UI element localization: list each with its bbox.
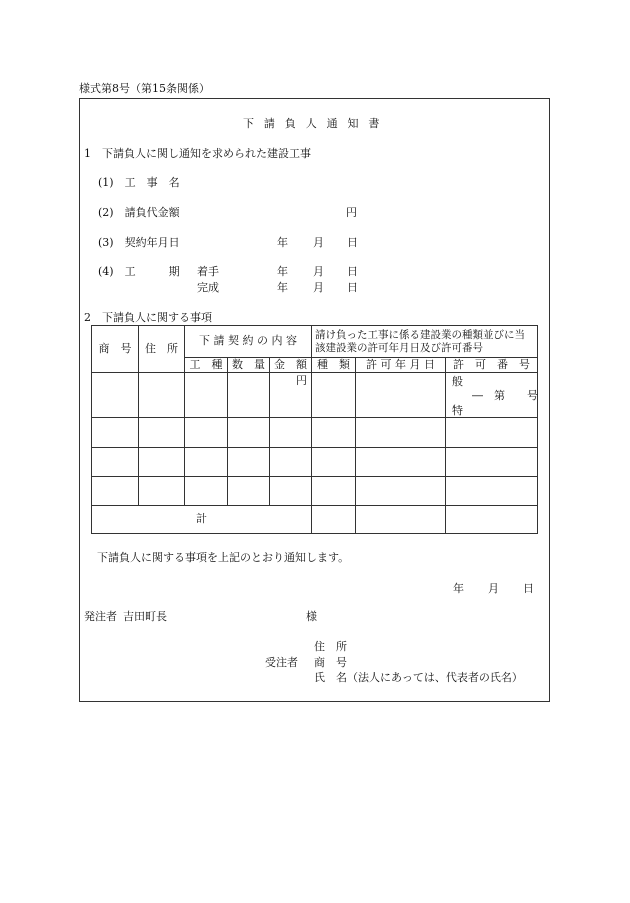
section2-heading: 2 下請負人に関する事項	[84, 311, 212, 324]
contractor-trade-name-label: 商 号	[314, 656, 347, 669]
header-license-number: 許 可 番 号	[446, 358, 538, 373]
document-title: 下請負人通知書	[243, 117, 390, 130]
table-row	[92, 448, 538, 477]
toku-mark: 特	[452, 404, 463, 417]
header-trade-name: 商 号	[92, 326, 139, 373]
form-number: 様式第8号（第15条関係）	[79, 82, 210, 95]
header-kind: 種 類	[312, 358, 356, 373]
contract-day: 日	[347, 236, 358, 249]
header-contract-content: 下 請 契 約 の 内 容	[185, 326, 312, 358]
table-row	[92, 373, 538, 418]
contract-year: 年	[277, 236, 288, 249]
start-month: 月	[313, 265, 324, 278]
contractor-address-label: 住 所	[314, 640, 347, 653]
end-label: 完成	[197, 281, 219, 294]
table-row	[92, 418, 538, 448]
notification-statement: 下請負人に関する事項を上記のとおり通知します。	[97, 551, 350, 564]
header-amount: 金 額	[270, 358, 312, 373]
total-label: 計	[92, 506, 312, 534]
subcontractor-table	[91, 325, 538, 534]
end-day: 日	[347, 281, 358, 294]
header-address: 住 所	[139, 326, 185, 373]
ippan-mark: 般	[452, 375, 463, 388]
header-license: 請け負った工事に係る建設業の種類並びに当該建設業の許可年月日及び許可番号	[312, 326, 538, 358]
contract-price-label: (2) 請負代金額	[98, 206, 180, 219]
contractor-label: 受注者	[265, 656, 298, 669]
contractor-person-label: 氏 名（法人にあっては、代表者の氏名）	[314, 671, 523, 684]
date-year: 年	[453, 582, 464, 595]
license-number-cell	[446, 373, 538, 418]
section1-heading: 1 下請負人に関し通知を求められた建設工事	[84, 147, 311, 160]
price-unit: 円	[346, 206, 357, 219]
orderer-label: 発注者	[84, 610, 117, 623]
contract-date-label: (3) 契約年月日	[98, 236, 180, 249]
end-month: 月	[313, 281, 324, 294]
total-row	[92, 506, 538, 534]
start-label: 着手	[197, 265, 219, 278]
start-year: 年	[277, 265, 288, 278]
date-month: 月	[488, 582, 499, 595]
period-label: (4) 工 期	[98, 265, 180, 278]
orderer-name: 吉田町長	[123, 610, 167, 623]
start-day: 日	[347, 265, 358, 278]
header-license-date: 許 可 年 月 日	[356, 358, 446, 373]
contract-month: 月	[313, 236, 324, 249]
number-format: ― 第 号	[472, 389, 538, 402]
table-row	[92, 477, 538, 506]
yen-unit: 円	[270, 373, 312, 418]
orderer-honorific: 様	[306, 610, 317, 623]
date-day: 日	[523, 582, 534, 595]
header-work-type: 工 種	[185, 358, 228, 373]
end-year: 年	[277, 281, 288, 294]
header-quantity: 数 量	[228, 358, 270, 373]
construction-name-label: (1) 工 事 名	[98, 176, 180, 189]
